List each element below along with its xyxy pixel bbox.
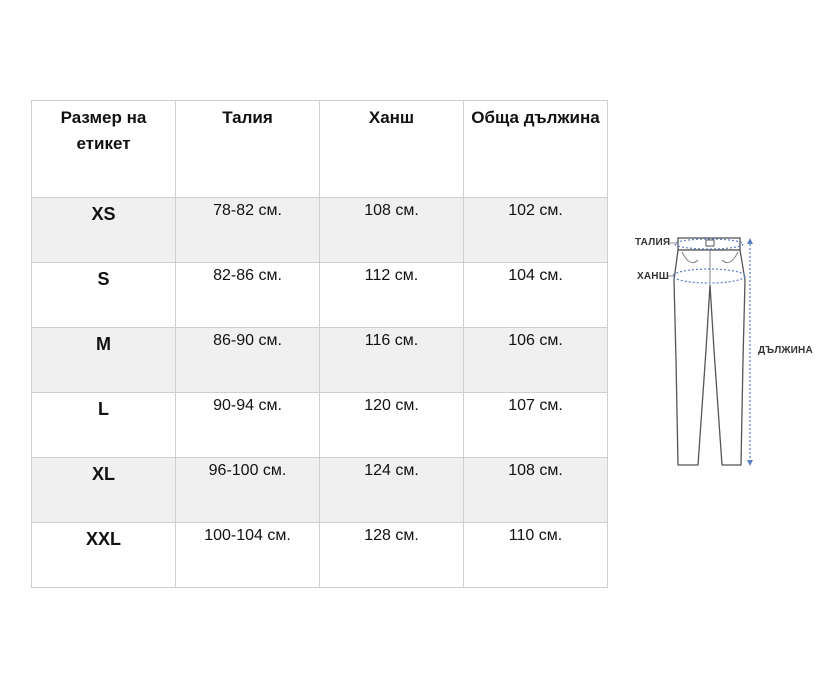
table-row: [32, 263, 608, 328]
waist-label: ТАЛИЯ: [635, 237, 671, 248]
hips-cell: 124 см.: [320, 458, 464, 523]
hips-label: ХАНШ: [637, 271, 669, 282]
header-row: [32, 101, 608, 198]
waist-cell: 78-82 см.: [176, 198, 320, 263]
hips-cell: 108 см.: [320, 198, 464, 263]
table-row: [32, 328, 608, 393]
length-cell: 110 см.: [464, 523, 608, 588]
size-cell: XL: [32, 458, 176, 523]
waist-cell: 82-86 см.: [176, 263, 320, 328]
size-table: [31, 100, 608, 588]
waist-cell: 96-100 см.: [176, 458, 320, 523]
pants-outline: [674, 250, 745, 465]
length-cell: 106 см.: [464, 328, 608, 393]
length-arrow-bottom: [747, 460, 753, 466]
waist-cell: 86-90 см.: [176, 328, 320, 393]
table-row: [32, 458, 608, 523]
length-cell: 107 см.: [464, 393, 608, 458]
button-icon: [706, 240, 714, 246]
size-cell: L: [32, 393, 176, 458]
pants-measurement-diagram: [628, 220, 818, 480]
header-size: Размер на етикет: [32, 101, 176, 198]
table-row: [32, 523, 608, 588]
size-cell: M: [32, 328, 176, 393]
size-cell: S: [32, 263, 176, 328]
hips-cell: 112 см.: [320, 263, 464, 328]
length-arrow-top: [747, 238, 753, 244]
header-length: Обща дължина: [464, 101, 608, 198]
length-cell: 102 см.: [464, 198, 608, 263]
waist-cell: 90-94 см.: [176, 393, 320, 458]
length-label: ДЪЛЖИНА: [758, 345, 813, 356]
size-cell: XXL: [32, 523, 176, 588]
size-cell: XS: [32, 198, 176, 263]
table-row: [32, 393, 608, 458]
hips-cell: 116 см.: [320, 328, 464, 393]
length-cell: 104 см.: [464, 263, 608, 328]
length-cell: 108 см.: [464, 458, 608, 523]
hips-cell: 128 см.: [320, 523, 464, 588]
hips-cell: 120 см.: [320, 393, 464, 458]
header-waist: Талия: [176, 101, 320, 198]
waist-cell: 100-104 см.: [176, 523, 320, 588]
header-hips: Ханш: [320, 101, 464, 198]
table-row: [32, 198, 608, 263]
